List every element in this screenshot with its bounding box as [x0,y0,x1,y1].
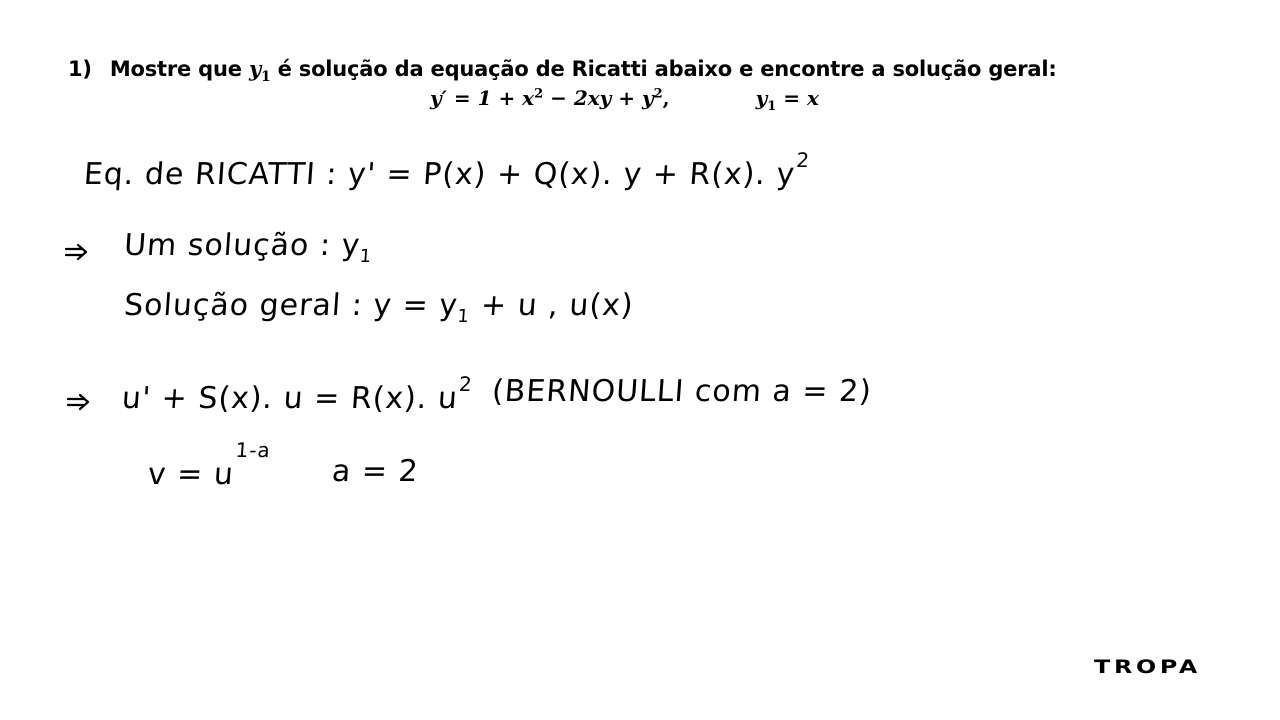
note-line-ricatti [82,148,811,192]
note-line2-text: Um solução : y [122,228,362,263]
problem-statement [68,56,1057,85]
problem-text-after: é solução da equação de Ricatti abaixo e encontre a solução geral: [277,57,1057,81]
equation-rhs-eq: = x [776,86,819,110]
equation-lhs: y′ = 1 + x [430,86,535,110]
note-bernoulli-remark [491,374,873,409]
note-line-bernoulli [120,372,474,416]
note-line1-text: Eq. de RICATTI : y' = P(x) + Q(x). y + R(x). y [82,157,797,192]
implies-arrow-icon [64,242,90,262]
note-line4-remark: (BERNOULLI com a = 2) [490,374,874,409]
problem-number: 1) [68,57,92,81]
note-line2-sub: 1 [358,246,373,267]
equation-exp1: 2 [534,86,544,102]
ricatti-equation [430,86,819,114]
note-line-a-value [331,454,420,489]
problem-var-y: y [248,56,261,81]
note-line4-text: u' + S(x). u = R(x). u [120,381,460,416]
note-line4-sup: 2 [458,372,474,396]
equation-rhs-var: y [755,86,768,110]
problem-var-y1 [248,56,271,86]
note-line1-sup: 2 [795,148,811,172]
note-line3-sub: 1 [456,306,471,327]
note-line3-text: Solução geral : y = y [122,288,460,323]
note-line5-text: v = u [146,457,236,492]
equation-comma: , [662,86,670,110]
tropa-logo: TROPA [1094,656,1202,678]
problem-text-before: Mostre que [109,57,242,81]
note-line5-sup: 1-a [234,438,272,462]
implies-arrow-icon [66,392,92,412]
note-line-one-solution [123,228,374,267]
equation-rhs-sub: 1 [767,99,777,114]
problem-var-sub: 1 [260,69,271,86]
note-line-general-solution [123,288,635,327]
equation-exp2: 2 [653,86,663,102]
note-line5-a: a = 2 [330,454,420,489]
note-line-substitution [146,438,272,492]
note-line3-rest: + u , u(x) [469,288,635,323]
equation-mid: − 2xy + y [543,86,654,110]
